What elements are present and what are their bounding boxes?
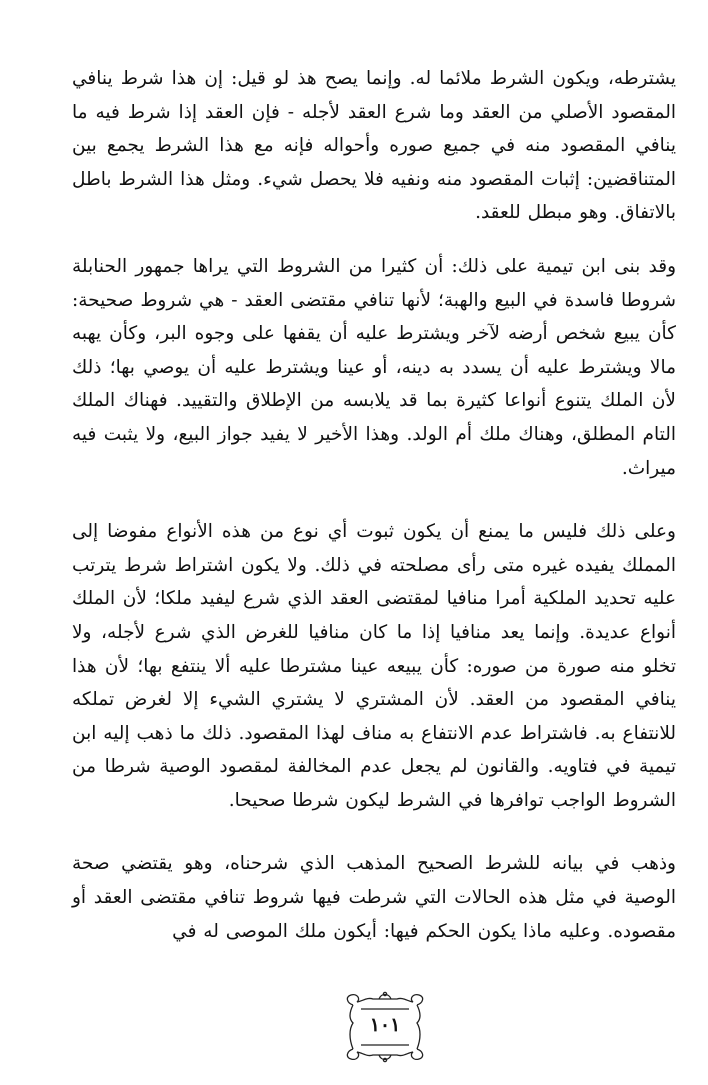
page-number-ornament: [339, 989, 431, 1065]
paragraph-4: وذهب في بيانه للشرط الصحيح المذهب الذي شرحناه، وهو يقتضي صحة الوصية في مثل هذه الحالات التي شرطت فيها شروط تنافي مقتضى العقد أو مقصوده. وعليه ماذا يكون الحكم فيها: أيكون ملك الموصى له في: [72, 853, 676, 942]
paragraph-2: وقد بنى ابن تيمية على ذلك: أن كثيرا من الشروط التي يراها جمهور الحنابلة شروطا فاسدة في البيع والهبة؛ لأنها تنافي مقتضى العقد - هي شروط صحيحة: كأن يبيع شخص أرضه لآخر ويشترط عليه أن يقفها على وجوه البر، وكأن يهبه مالا ويشترط عليه أن يسدد به دينه، أو عينا ويشترط عليه أن يوصي بها؛ ذلك لأن الملك يتنوع أنواعا كثيرة بما قد يلابسه من الإطلاق والتقييد. فهناك الملك التام المطلق، وهناك ملك أم الولد. وهذا الأخير لا يفيد جواز البيع، ولا يثبت فيه ميراث.: [72, 255, 676, 479]
paragraph-1: يشترطه، ويكون الشرط ملائما له. وإنما يصح هذ لو قيل: إن هذا شرط ينافي المقصود الأصلي من العقد وما شرع العقد لأجله - فإن العقد إذا شرط فيه ما ينافي المقصود منه في جميع صوره وأحواله فإنه مع هذا الشرط يجمع بين المتناقضين: إثبات المقصود منه ونفيه فلا يحصل شيء. ومثل هذا الشرط باطل بالاتفاق. وهو مبطل للعقد.: [72, 68, 676, 224]
paragraph-3: وعلى ذلك فليس ما يمنع أن يكون ثبوت أي نوع من هذه الأنواع مفوضا إلى المملك يفيده غيره متى رأى مصلحته في ذلك. ولا يكون اشتراط شرط يترتب عليه تحديد الملكية أمرا منافيا لمقتضى العقد الذي شرع ليفيد ملكا؛ لأن الملك أنواع عديدة. وإنما يعد منافيا إذا ما كان منافيا للغرض الذي شرع لأجله، ولا تخلو منه صورة من صوره: كأن يبيعه عينا مشترطا عليه ألا ينتفع بها؛ لأن هذا ينافي المقصود من العقد. لأن المشتري لا يشتري الشيء إلا لغرض تملكه للانتفاع به. فاشتراط عدم الانتفاع به مناف لهذا المقصود. ذلك ما ذهب إليه ابن تيمية في فتاويه. والقانون لم يجعل عدم المخالفة لمقصود الوصية شرطا من الشروط الواجب توافرها في الشرط ليكون شرطا صحيحا.: [72, 521, 676, 811]
page-number: ١٠١: [369, 1014, 401, 1036]
